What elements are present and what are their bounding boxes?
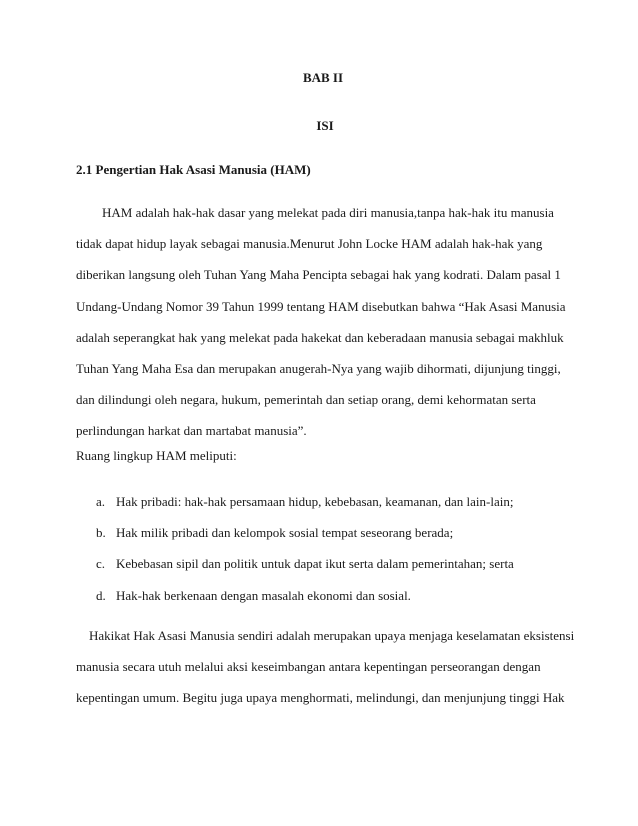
paragraph-line: Tuhan Yang Maha Esa dan merupakan anugerah-Nya yang wajib dihormati, dijunjung tinggi, bbox=[76, 361, 561, 377]
list-item bbox=[96, 486, 514, 517]
paragraph-line: dan dilindungi oleh negara, hukum, pemerintah dan setiap orang, demi kehormatan serta bbox=[76, 392, 536, 408]
paragraph-line: diberikan langsung oleh Tuhan Yang Maha Pencipta sebagai hak yang kodrati. Dalam pasal 1 bbox=[76, 267, 561, 283]
list-item-text: Kebebasan sipil dan politik untuk dapat ikut serta dalam pemerintahan; serta bbox=[116, 556, 514, 572]
list-item bbox=[96, 580, 514, 611]
subsection-heading: 2.1 Pengertian Hak Asasi Manusia (HAM) bbox=[76, 162, 311, 177]
list-item-text: Hak pribadi: hak-hak persamaan hidup, kebebasan, keamanan, dan lain-lain; bbox=[116, 494, 514, 509]
list-item-text: Hak-hak berkenaan dengan masalah ekonomi dan sosial. bbox=[116, 587, 411, 603]
paragraph-line: kepentingan umum. Begitu juga upaya menghormati, melindungi, dan menjunjung tinggi Hak bbox=[76, 690, 565, 706]
list-marker: b. bbox=[96, 525, 106, 541]
scope-list bbox=[96, 486, 514, 611]
paragraph-line: adalah seperangkat hak yang melekat pada hakekat dan keberadaan manusia sebagai makhluk bbox=[76, 329, 564, 345]
paragraph-line: Hakikat Hak Asasi Manusia sendiri adalah merupakan upaya menjaga keselamatan eksistensi bbox=[76, 628, 575, 643]
scope-intro: Ruang lingkup HAM meliputi: bbox=[76, 448, 237, 463]
paragraph-line: Undang-Undang Nomor 39 Tahun 1999 tentang HAM disebutkan bahwa “Hak Asasi Manusia bbox=[76, 298, 566, 314]
definition-paragraph bbox=[76, 197, 566, 447]
chapter-heading: BAB II bbox=[302, 70, 344, 85]
list-item-text: Hak milik pribadi dan kelompok sosial tempat seseorang berada; bbox=[116, 525, 454, 541]
section-title: ISI bbox=[316, 118, 334, 133]
paragraph-line: perlindungan harkat dan martabat manusia”. bbox=[76, 423, 307, 439]
list-marker: d. bbox=[96, 587, 106, 603]
paragraph-line: HAM adalah hak-hak dasar yang melekat pada diri manusia,tanpa hak-hak itu manusia bbox=[76, 205, 554, 220]
list-item bbox=[96, 517, 514, 548]
paragraph-line: tidak dapat hidup layak sebagai manusia.Menurut John Locke HAM adalah hak-hak yang bbox=[76, 236, 543, 252]
list-item bbox=[96, 548, 514, 579]
essence-paragraph bbox=[76, 620, 575, 714]
paragraph-line: manusia secara utuh melalui aksi keseimbangan antara kepentingan perseorangan dengan bbox=[76, 659, 541, 675]
list-marker: a. bbox=[96, 494, 106, 509]
list-marker: c. bbox=[96, 556, 106, 572]
